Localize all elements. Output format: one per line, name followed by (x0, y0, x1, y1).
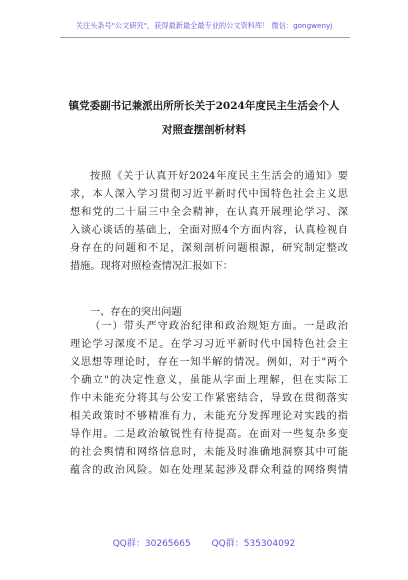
document-title-line-1: 镇党委副书记兼派出所所长关于2024年度民主生活会个人 (68, 100, 340, 112)
paragraph-line: 相关政策时不够精准有力，未能充分发挥理论对实践的指 (70, 411, 348, 422)
intro-line: 想和党的二十届三中全会精神，在认真开展理论学习、深 (70, 207, 348, 218)
header-divider (60, 37, 350, 38)
paragraph-line: 理论学习深度不足。在学习习近平新时代中国特色社会主 (70, 339, 348, 350)
section-heading: 一、存在的突出问题 (90, 307, 182, 318)
paragraph-line: 蕴含的政治风险。如在处理某起涉及群众利益的网络舆情 (70, 465, 348, 476)
intro-line: 求，本人深入学习贯彻习近平新时代中国特色社会主义思 (70, 189, 348, 200)
document-title-line-2: 对照查摆剖析材料 (162, 124, 246, 136)
paragraph-line: 义思想等理论时，存在一知半解的情况。例如，对于"两个 (70, 357, 348, 368)
qq-group-1: QQ群：30265665 (112, 539, 191, 549)
qq-group-2: QQ群：535304092 (211, 539, 296, 549)
intro-paragraph (70, 168, 348, 276)
intro-line: 身存在的问题和不足，深刻剖析问题根源，研究制定整改 (70, 243, 348, 254)
paragraph-1 (70, 318, 348, 480)
footer-qq-groups (0, 536, 408, 549)
intro-line: 入谈心谈话的基础上，全面对照4个方面内容，认真检视自 (70, 225, 348, 236)
paragraph-line: （一）带头严守政治纪律和政治规矩方面。一是政治 (90, 321, 348, 332)
paragraph-line: 导作用。二是政治敏锐性有待提高。在面对一些复杂多变 (70, 429, 348, 440)
paragraph-line: 个确立"的决定性意义，虽能从字面上理解，但在实际工 (70, 375, 348, 386)
paragraph-line: 的社会舆情和网络信息时，未能及时准确地洞察其中可能 (70, 447, 348, 458)
intro-line: 按照《关于认真开好2024年度民主生活会的通知》要 (90, 171, 348, 182)
paragraph-line: 作中未能充分将其与公安工作紧密结合，导致在贯彻落实 (70, 393, 348, 404)
header-banner: 关注头条号"公文研究"，获得最新最全最专业的公文资料库！ 微信：gongwenyj (75, 21, 333, 30)
intro-line: 措施。现将对照检查情况汇报如下： (70, 261, 233, 272)
